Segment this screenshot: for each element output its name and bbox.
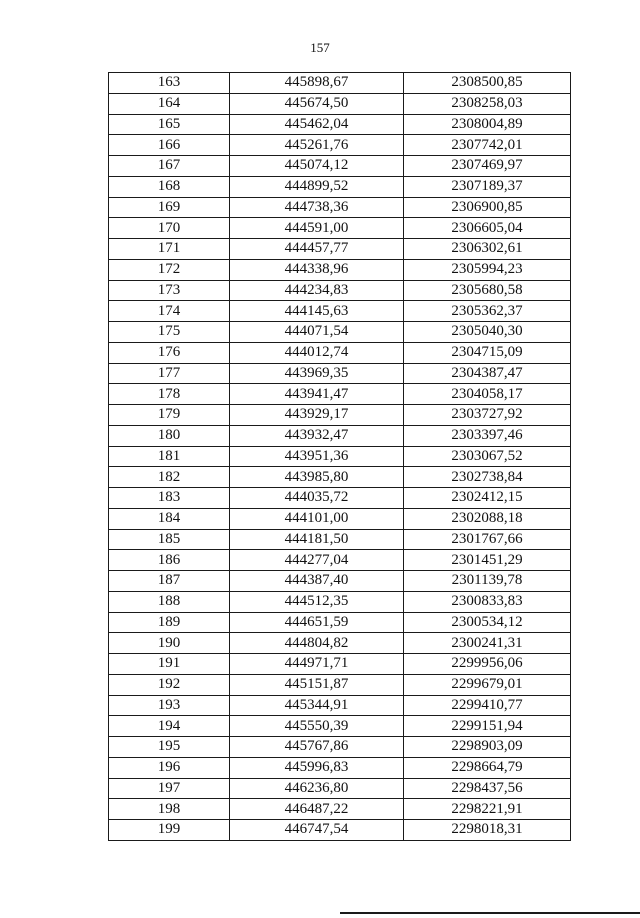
x-coordinate-cell: 443969,35 <box>230 363 404 384</box>
y-coordinate-cell: 2304058,17 <box>404 384 571 405</box>
x-coordinate-cell: 444971,71 <box>230 654 404 675</box>
y-coordinate-cell: 2307742,01 <box>404 135 571 156</box>
y-coordinate-cell: 2298437,56 <box>404 778 571 799</box>
y-coordinate-cell: 2300241,31 <box>404 633 571 654</box>
table-row <box>109 778 571 799</box>
point-number-cell: 172 <box>109 259 230 280</box>
y-coordinate-cell: 2302088,18 <box>404 508 571 529</box>
point-number-cell: 167 <box>109 156 230 177</box>
y-coordinate-cell: 2305994,23 <box>404 259 571 280</box>
table-row <box>109 280 571 301</box>
table-row <box>109 799 571 820</box>
table-row <box>109 695 571 716</box>
table-row <box>109 301 571 322</box>
y-coordinate-cell: 2303067,52 <box>404 446 571 467</box>
y-coordinate-cell: 2305040,30 <box>404 322 571 343</box>
point-number-cell: 173 <box>109 280 230 301</box>
y-coordinate-cell: 2305362,37 <box>404 301 571 322</box>
x-coordinate-cell: 444145,63 <box>230 301 404 322</box>
point-number-cell: 199 <box>109 820 230 841</box>
y-coordinate-cell: 2307469,97 <box>404 156 571 177</box>
x-coordinate-cell: 444277,04 <box>230 550 404 571</box>
x-coordinate-cell: 446747,54 <box>230 820 404 841</box>
y-coordinate-cell: 2298664,79 <box>404 757 571 778</box>
point-number-cell: 174 <box>109 301 230 322</box>
table-row <box>109 135 571 156</box>
x-coordinate-cell: 445344,91 <box>230 695 404 716</box>
x-coordinate-cell: 444012,74 <box>230 342 404 363</box>
table-row <box>109 654 571 675</box>
point-number-cell: 181 <box>109 446 230 467</box>
y-coordinate-cell: 2305680,58 <box>404 280 571 301</box>
x-coordinate-cell: 444338,96 <box>230 259 404 280</box>
coordinates-table-body <box>109 73 571 841</box>
table-row <box>109 591 571 612</box>
y-coordinate-cell: 2301767,66 <box>404 529 571 550</box>
table-row <box>109 571 571 592</box>
y-coordinate-cell: 2301139,78 <box>404 571 571 592</box>
table-row <box>109 342 571 363</box>
table-row <box>109 239 571 260</box>
point-number-cell: 186 <box>109 550 230 571</box>
table-row <box>109 633 571 654</box>
coordinates-table <box>108 72 571 841</box>
point-number-cell: 182 <box>109 467 230 488</box>
x-coordinate-cell: 445550,39 <box>230 716 404 737</box>
x-coordinate-cell: 446487,22 <box>230 799 404 820</box>
x-coordinate-cell: 444387,40 <box>230 571 404 592</box>
point-number-cell: 194 <box>109 716 230 737</box>
table-row <box>109 674 571 695</box>
point-number-cell: 178 <box>109 384 230 405</box>
point-number-cell: 195 <box>109 737 230 758</box>
table-row <box>109 446 571 467</box>
table-row <box>109 197 571 218</box>
x-coordinate-cell: 445074,12 <box>230 156 404 177</box>
table-row <box>109 716 571 737</box>
x-coordinate-cell: 445996,83 <box>230 757 404 778</box>
x-coordinate-cell: 445674,50 <box>230 93 404 114</box>
x-coordinate-cell: 444512,35 <box>230 591 404 612</box>
point-number-cell: 163 <box>109 73 230 94</box>
point-number-cell: 175 <box>109 322 230 343</box>
y-coordinate-cell: 2303397,46 <box>404 425 571 446</box>
y-coordinate-cell: 2303727,92 <box>404 405 571 426</box>
y-coordinate-cell: 2298221,91 <box>404 799 571 820</box>
table-row <box>109 322 571 343</box>
point-number-cell: 183 <box>109 488 230 509</box>
point-number-cell: 192 <box>109 674 230 695</box>
x-coordinate-cell: 445898,67 <box>230 73 404 94</box>
x-coordinate-cell: 443985,80 <box>230 467 404 488</box>
x-coordinate-cell: 444738,36 <box>230 197 404 218</box>
point-number-cell: 170 <box>109 218 230 239</box>
table-row <box>109 73 571 94</box>
x-coordinate-cell: 444181,50 <box>230 529 404 550</box>
point-number-cell: 188 <box>109 591 230 612</box>
point-number-cell: 180 <box>109 425 230 446</box>
table-row <box>109 757 571 778</box>
y-coordinate-cell: 2300534,12 <box>404 612 571 633</box>
x-coordinate-cell: 444071,54 <box>230 322 404 343</box>
y-coordinate-cell: 2308004,89 <box>404 114 571 135</box>
x-coordinate-cell: 444457,77 <box>230 239 404 260</box>
y-coordinate-cell: 2301451,29 <box>404 550 571 571</box>
table-row <box>109 550 571 571</box>
x-coordinate-cell: 444651,59 <box>230 612 404 633</box>
y-coordinate-cell: 2306605,04 <box>404 218 571 239</box>
y-coordinate-cell: 2306302,61 <box>404 239 571 260</box>
point-number-cell: 169 <box>109 197 230 218</box>
y-coordinate-cell: 2298903,09 <box>404 737 571 758</box>
y-coordinate-cell: 2304387,47 <box>404 363 571 384</box>
table-row <box>109 405 571 426</box>
table-row <box>109 737 571 758</box>
point-number-cell: 191 <box>109 654 230 675</box>
y-coordinate-cell: 2306900,85 <box>404 197 571 218</box>
y-coordinate-cell: 2302738,84 <box>404 467 571 488</box>
point-number-cell: 166 <box>109 135 230 156</box>
point-number-cell: 179 <box>109 405 230 426</box>
table-row <box>109 384 571 405</box>
point-number-cell: 164 <box>109 93 230 114</box>
point-number-cell: 198 <box>109 799 230 820</box>
table-row <box>109 488 571 509</box>
table-row <box>109 259 571 280</box>
point-number-cell: 168 <box>109 176 230 197</box>
x-coordinate-cell: 443932,47 <box>230 425 404 446</box>
table-row <box>109 114 571 135</box>
x-coordinate-cell: 443929,17 <box>230 405 404 426</box>
x-coordinate-cell: 444899,52 <box>230 176 404 197</box>
table-row <box>109 156 571 177</box>
x-coordinate-cell: 444804,82 <box>230 633 404 654</box>
table-row <box>109 363 571 384</box>
y-coordinate-cell: 2298018,31 <box>404 820 571 841</box>
point-number-cell: 197 <box>109 778 230 799</box>
y-coordinate-cell: 2299151,94 <box>404 716 571 737</box>
point-number-cell: 185 <box>109 529 230 550</box>
y-coordinate-cell: 2299679,01 <box>404 674 571 695</box>
point-number-cell: 165 <box>109 114 230 135</box>
x-coordinate-cell: 445151,87 <box>230 674 404 695</box>
table-row <box>109 218 571 239</box>
table-row <box>109 93 571 114</box>
bottom-divider-line <box>340 912 640 914</box>
table-row <box>109 508 571 529</box>
point-number-cell: 187 <box>109 571 230 592</box>
x-coordinate-cell: 444035,72 <box>230 488 404 509</box>
table-row <box>109 467 571 488</box>
x-coordinate-cell: 443951,36 <box>230 446 404 467</box>
y-coordinate-cell: 2307189,37 <box>404 176 571 197</box>
x-coordinate-cell: 445261,76 <box>230 135 404 156</box>
table-row <box>109 529 571 550</box>
y-coordinate-cell: 2304715,09 <box>404 342 571 363</box>
point-number-cell: 184 <box>109 508 230 529</box>
point-number-cell: 190 <box>109 633 230 654</box>
table-row <box>109 176 571 197</box>
x-coordinate-cell: 443941,47 <box>230 384 404 405</box>
x-coordinate-cell: 445462,04 <box>230 114 404 135</box>
y-coordinate-cell: 2308500,85 <box>404 73 571 94</box>
point-number-cell: 176 <box>109 342 230 363</box>
y-coordinate-cell: 2302412,15 <box>404 488 571 509</box>
y-coordinate-cell: 2300833,83 <box>404 591 571 612</box>
page-number: 157 <box>310 40 330 55</box>
table-row <box>109 425 571 446</box>
point-number-cell: 189 <box>109 612 230 633</box>
table-row <box>109 820 571 841</box>
x-coordinate-cell: 444101,00 <box>230 508 404 529</box>
point-number-cell: 171 <box>109 239 230 260</box>
y-coordinate-cell: 2299956,06 <box>404 654 571 675</box>
y-coordinate-cell: 2308258,03 <box>404 93 571 114</box>
x-coordinate-cell: 445767,86 <box>230 737 404 758</box>
x-coordinate-cell: 444591,00 <box>230 218 404 239</box>
point-number-cell: 193 <box>109 695 230 716</box>
table-row <box>109 612 571 633</box>
y-coordinate-cell: 2299410,77 <box>404 695 571 716</box>
x-coordinate-cell: 446236,80 <box>230 778 404 799</box>
point-number-cell: 177 <box>109 363 230 384</box>
point-number-cell: 196 <box>109 757 230 778</box>
x-coordinate-cell: 444234,83 <box>230 280 404 301</box>
